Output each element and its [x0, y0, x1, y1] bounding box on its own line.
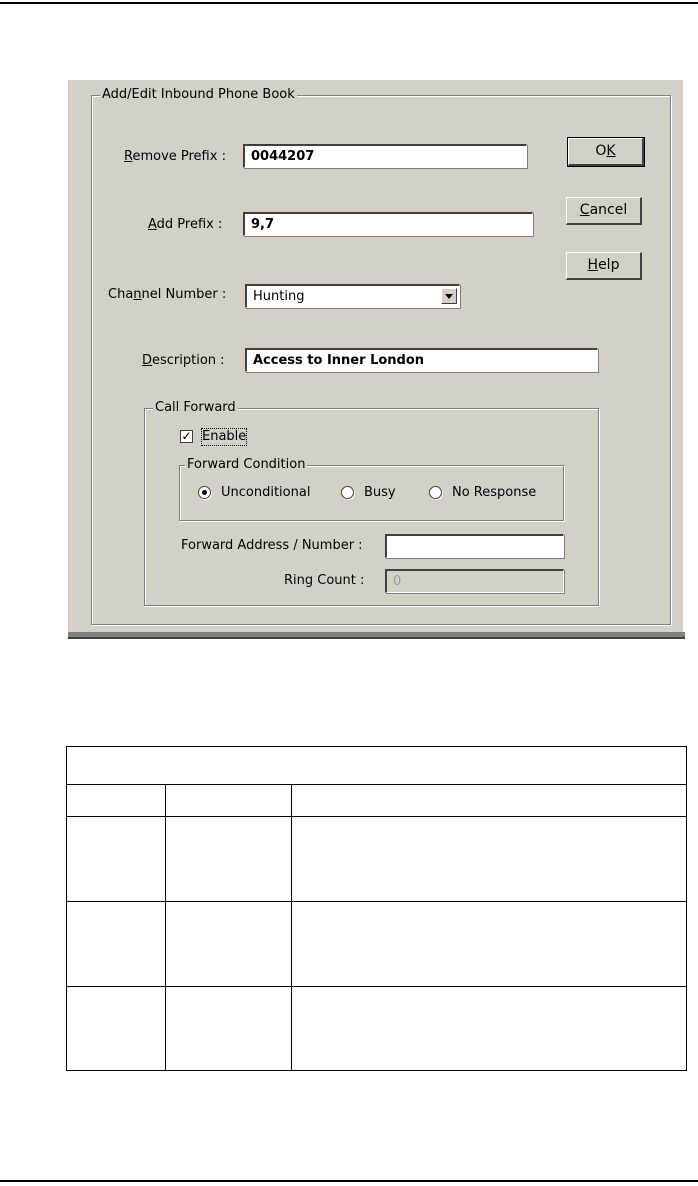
forward-address-label: Forward Address / Number :: [181, 538, 363, 553]
table-cell: [166, 817, 292, 902]
help-button[interactable]: [566, 252, 642, 280]
ok-button-label: OK: [595, 143, 616, 159]
cancel-button-label: Cancel: [579, 202, 628, 218]
chevron-down-icon[interactable]: [441, 288, 457, 304]
remove-prefix-label: Remove Prefix :: [124, 149, 226, 164]
channel-number-value: Hunting: [253, 289, 305, 304]
ok-button[interactable]: [568, 138, 644, 166]
channel-number-select[interactable]: [245, 284, 460, 308]
table-cell: [67, 785, 166, 817]
enable-checkbox[interactable]: ✓: [181, 429, 192, 443]
page-bottom-rule: [0, 1180, 698, 1182]
group-title: Add/Edit Inbound Phone Book: [102, 87, 295, 102]
add-prefix-label-text: dd Prefix :: [156, 217, 223, 232]
table-cell: [292, 785, 687, 817]
call-forward-title: Call Forward: [155, 400, 236, 415]
table-cell: [67, 817, 166, 902]
table-cell: [292, 987, 687, 1071]
channel-number-label-a: Cha: [108, 287, 134, 302]
description-input[interactable]: Access to Inner London: [245, 348, 598, 372]
table-header: [67, 747, 687, 785]
enable-label[interactable]: Enable: [202, 429, 247, 444]
table-cell: [292, 902, 687, 987]
channel-number-label-b: nel Number :: [141, 287, 227, 302]
cancel-button[interactable]: [566, 197, 642, 225]
ring-count-input: 0: [385, 569, 564, 593]
description-label-text: escription :: [152, 353, 225, 368]
page-top-rule: [0, 2, 698, 4]
busy-radio[interactable]: [341, 486, 354, 499]
table-cell: [67, 902, 166, 987]
no-response-radio[interactable]: [429, 486, 442, 499]
table-cell: [166, 785, 292, 817]
remove-prefix-input[interactable]: 0044207: [243, 144, 527, 168]
unconditional-radio[interactable]: [198, 486, 211, 499]
description-label: Description :: [142, 353, 225, 368]
forward-condition-title: Forward Condition: [187, 457, 306, 472]
no-response-label[interactable]: No Response: [452, 485, 537, 500]
dialog-bottom-edge: [68, 632, 685, 639]
unconditional-label[interactable]: Unconditional: [221, 485, 311, 500]
table-cell: [292, 817, 687, 902]
busy-label[interactable]: Busy: [364, 485, 396, 500]
add-prefix-input[interactable]: 9,7: [243, 212, 533, 236]
help-button-label: Help: [587, 257, 620, 273]
phone-book-dialog: [68, 80, 683, 636]
ring-count-label: Ring Count :: [284, 573, 365, 588]
table-cell: [166, 987, 292, 1071]
add-prefix-label: Add Prefix :: [148, 217, 223, 232]
remove-prefix-label-text: emove Prefix :: [132, 149, 226, 164]
info-table: [66, 746, 687, 1071]
forward-address-input[interactable]: [385, 534, 564, 558]
table-cell: [67, 987, 166, 1071]
table-cell: [166, 902, 292, 987]
channel-number-label: Channel Number :: [108, 287, 227, 302]
